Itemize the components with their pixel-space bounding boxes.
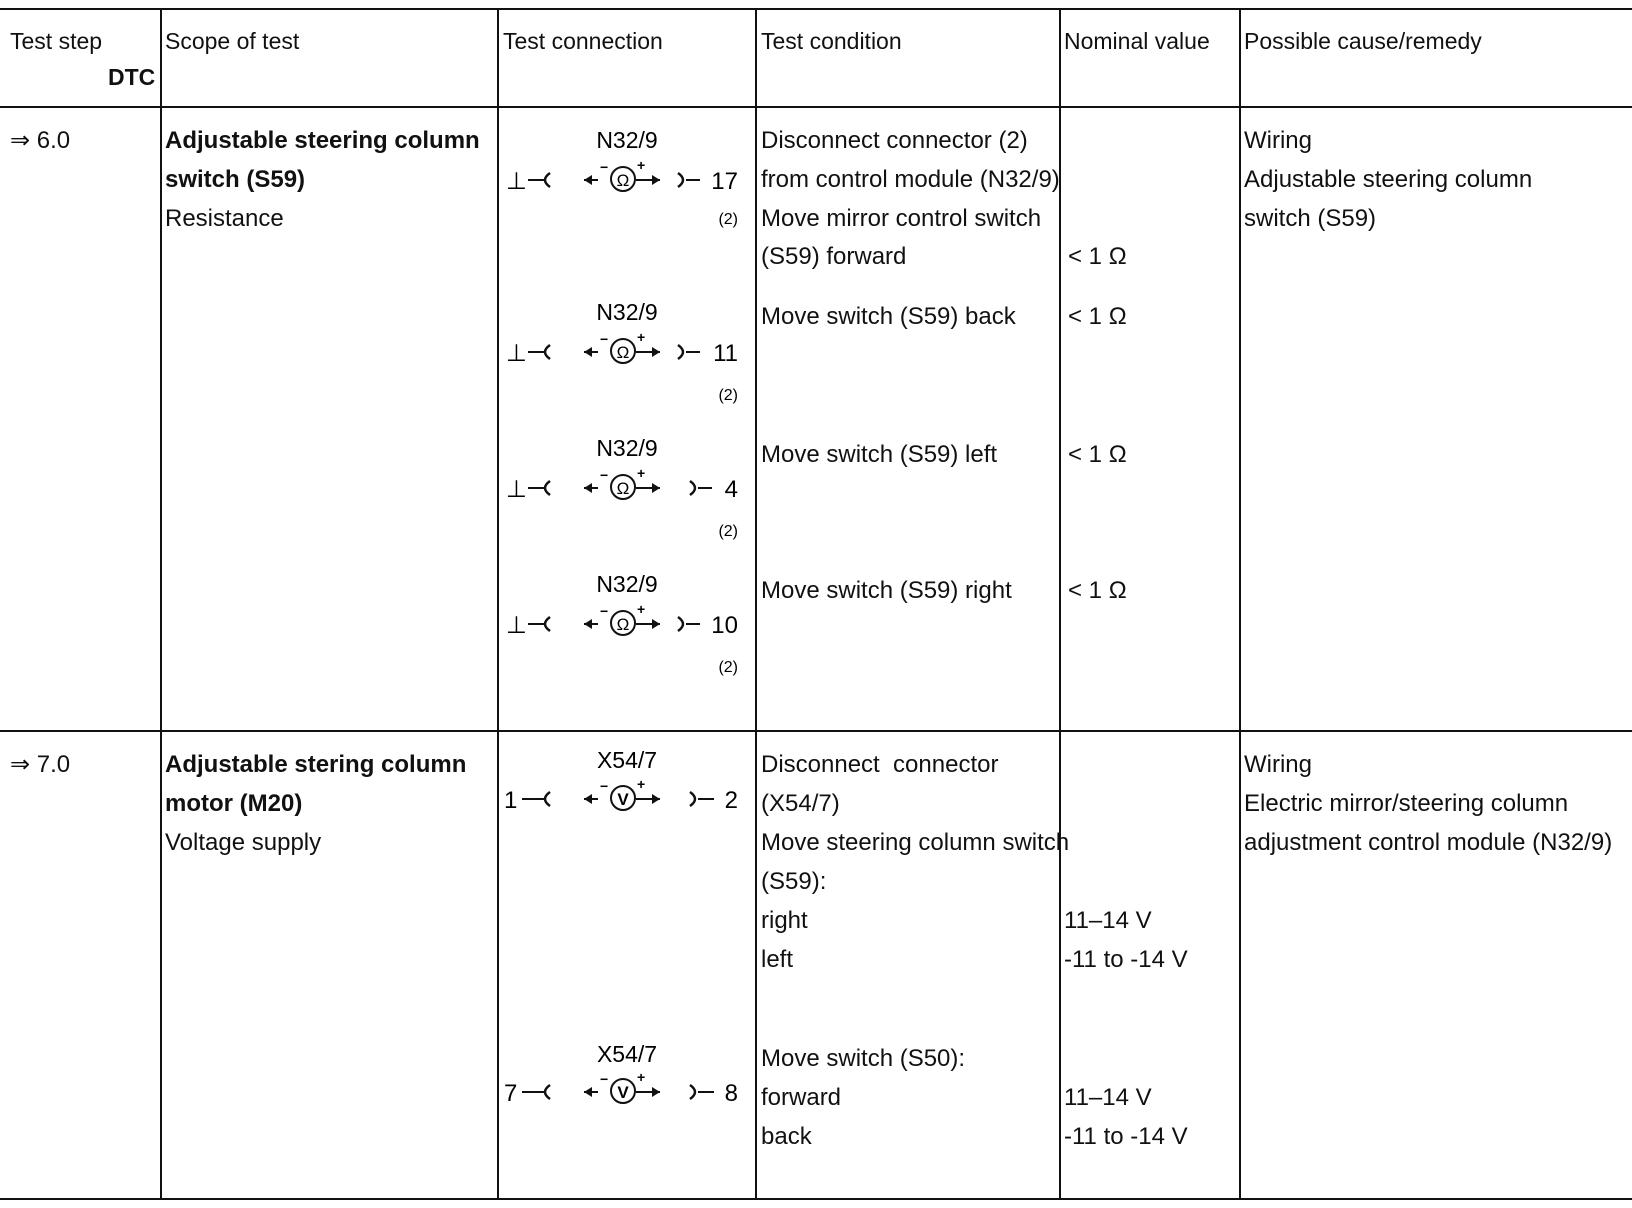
module-label: X54/7 bbox=[596, 747, 658, 773]
pin-number: 7 bbox=[504, 1080, 518, 1107]
ohm-symbol: Ω bbox=[616, 479, 630, 498]
scope-subtitle: Voltage supply bbox=[165, 829, 322, 856]
test-connection-diagram bbox=[500, 1038, 752, 1118]
svg-text:+: + bbox=[637, 1069, 646, 1085]
rule-step-divider bbox=[0, 730, 1632, 732]
rule-header-bottom bbox=[0, 106, 1632, 108]
test-condition: left bbox=[761, 946, 794, 973]
plug-label: (2) bbox=[718, 387, 738, 404]
header-connection: Test connection bbox=[503, 28, 663, 54]
test-condition: Disconnect connector bbox=[761, 751, 999, 778]
nominal-value: < 1 Ω bbox=[1068, 243, 1127, 270]
test-condition: Move steering column switch bbox=[761, 829, 1070, 856]
pin-number: 10 bbox=[711, 612, 738, 639]
scope-title: switch (S59) bbox=[165, 166, 306, 193]
test-condition: Move switch (S59) back bbox=[761, 303, 1016, 330]
nominal-value: 11–14 V bbox=[1064, 1084, 1152, 1111]
scope-title: Adjustable steering column bbox=[165, 127, 480, 154]
rule-top bbox=[0, 8, 1632, 10]
nominal-value: < 1 Ω bbox=[1068, 303, 1127, 330]
test-condition: from control module (N32/9) bbox=[761, 166, 1060, 193]
test-condition: (S59) forward bbox=[761, 243, 907, 270]
scope-title: motor (M20) bbox=[165, 790, 303, 817]
test-condition: Move switch (S59) right bbox=[761, 577, 1012, 604]
svg-text:−: − bbox=[600, 159, 609, 175]
ground-symbol: ⊥ bbox=[506, 340, 527, 367]
header-condition: Test condition bbox=[761, 28, 902, 54]
col-divider-2 bbox=[497, 8, 499, 1198]
svg-text:−: − bbox=[600, 778, 609, 794]
ohm-symbol: Ω bbox=[616, 615, 630, 634]
scope-subtitle: Resistance bbox=[165, 205, 284, 232]
nominal-value: < 1 Ω bbox=[1068, 577, 1127, 604]
plug-label: (2) bbox=[718, 211, 738, 228]
remedy-text: Electric mirror/steering column bbox=[1244, 790, 1569, 817]
step-id: ⇒ 6.0 bbox=[10, 127, 71, 154]
pin-number: 11 bbox=[713, 340, 738, 367]
svg-text:−: − bbox=[600, 603, 609, 619]
header-dtc: DTC bbox=[108, 64, 156, 90]
test-condition: (S59): bbox=[761, 868, 827, 895]
svg-text:+: + bbox=[637, 329, 646, 345]
test-connection-diagram bbox=[500, 568, 752, 678]
module-label: X54/7 bbox=[596, 1041, 658, 1067]
pin-number: 17 bbox=[711, 168, 738, 195]
col-divider-1 bbox=[160, 8, 162, 1198]
remedy-text: Adjustable steering column bbox=[1244, 166, 1533, 193]
module-label: N32/9 bbox=[596, 127, 658, 153]
test-connection-diagram bbox=[500, 432, 752, 542]
header-remedy: Possible cause/remedy bbox=[1244, 28, 1482, 54]
svg-text:+: + bbox=[637, 776, 646, 792]
nominal-value: < 1 Ω bbox=[1068, 441, 1127, 468]
nominal-value: -11 to -14 V bbox=[1064, 1123, 1188, 1150]
pin-number: 8 bbox=[724, 1080, 738, 1107]
test-condition: right bbox=[761, 907, 808, 934]
test-condition: back bbox=[761, 1123, 812, 1150]
col-divider-3 bbox=[755, 8, 757, 1198]
test-condition: Move mirror control switch bbox=[761, 205, 1042, 232]
scope-title: Adjustable stering column bbox=[165, 751, 467, 778]
test-condition: Move switch (S59) left bbox=[761, 441, 998, 468]
svg-text:−: − bbox=[600, 331, 609, 347]
pin-number: 4 bbox=[724, 476, 738, 503]
ohm-symbol: Ω bbox=[616, 171, 630, 190]
remedy-text: switch (S59) bbox=[1244, 205, 1377, 232]
test-connection-diagram bbox=[500, 744, 752, 824]
remedy-text: adjustment control module (N32/9) bbox=[1244, 829, 1613, 856]
step-id: ⇒ 7.0 bbox=[10, 751, 71, 778]
ground-symbol: ⊥ bbox=[506, 476, 527, 503]
svg-text:+: + bbox=[637, 157, 646, 173]
test-connection-diagram bbox=[500, 296, 752, 406]
nominal-value: -11 to -14 V bbox=[1064, 946, 1188, 973]
test-connection-diagram bbox=[500, 120, 752, 230]
plug-label: (2) bbox=[718, 523, 738, 540]
volt-symbol: V bbox=[617, 790, 629, 809]
remedy-text: Wiring bbox=[1244, 751, 1313, 778]
header-scope: Scope of test bbox=[165, 28, 300, 54]
ground-symbol: ⊥ bbox=[506, 168, 527, 195]
header-test-step: Test step bbox=[10, 28, 103, 54]
svg-text:−: − bbox=[600, 467, 609, 483]
svg-text:+: + bbox=[637, 465, 646, 481]
col-divider-5 bbox=[1239, 8, 1241, 1198]
rule-bottom bbox=[0, 1198, 1632, 1200]
header-nominal: Nominal value bbox=[1064, 28, 1210, 54]
test-condition: Move switch (S50): bbox=[761, 1045, 966, 1072]
pin-number: 1 bbox=[504, 787, 518, 814]
remedy-text: Wiring bbox=[1244, 127, 1313, 154]
module-label: N32/9 bbox=[596, 435, 658, 461]
nominal-value: 11–14 V bbox=[1064, 907, 1152, 934]
pin-number: 2 bbox=[724, 787, 738, 814]
test-condition: (X54/7) bbox=[761, 790, 840, 817]
ground-symbol: ⊥ bbox=[506, 612, 527, 639]
plug-label: (2) bbox=[718, 659, 738, 676]
ohm-symbol: Ω bbox=[616, 343, 630, 362]
test-condition: Disconnect connector (2) bbox=[761, 127, 1028, 154]
svg-text:+: + bbox=[637, 601, 646, 617]
test-condition: forward bbox=[761, 1084, 842, 1111]
volt-symbol: V bbox=[617, 1083, 629, 1102]
module-label: N32/9 bbox=[596, 299, 658, 325]
module-label: N32/9 bbox=[596, 571, 658, 597]
svg-text:−: − bbox=[600, 1071, 609, 1087]
